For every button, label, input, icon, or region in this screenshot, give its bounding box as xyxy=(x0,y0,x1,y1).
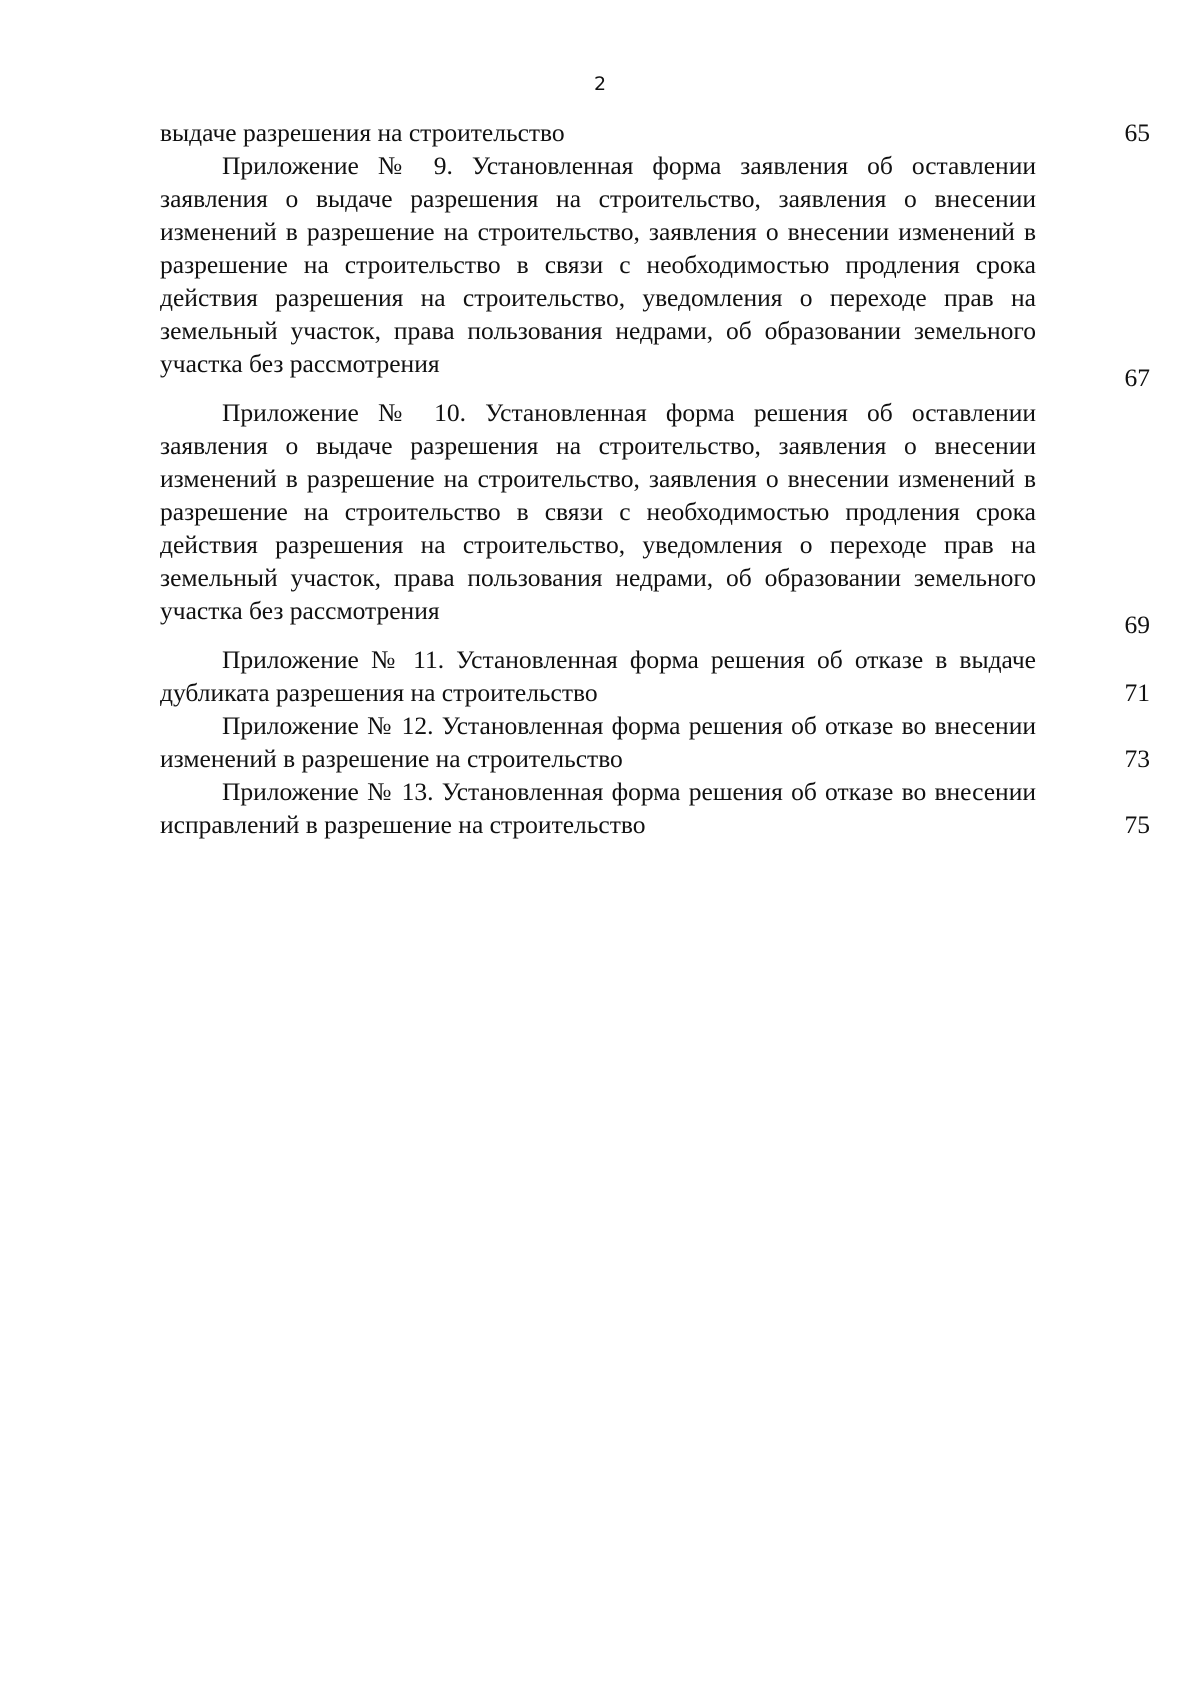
toc-entry-text: Приложение № 12. Установленная форма решения об отказе во внесении изменений в разрешение на строительство xyxy=(160,711,1036,773)
toc-entry-page-number: 69 xyxy=(1124,610,1150,639)
toc-entry-text: выдаче разрешения на строительство xyxy=(160,118,565,147)
toc-entry-page-number: 73 xyxy=(1124,744,1150,773)
toc-entry xyxy=(160,709,1150,775)
toc-entry-text: Приложение № 11. Установленная форма решения об отказе в выдаче дубликата разрешения на строительство xyxy=(160,645,1036,707)
toc-entry-page-number: 67 xyxy=(1124,363,1150,392)
toc-entry-text: Приложение № 13. Установленная форма решения об отказе во внесении исправлений в разрешение на строительство xyxy=(160,777,1036,839)
toc-entry-text: Приложение № 10. Установленная форма решения об оставлении заявления о выдаче разрешения на строительство, заявления о внесении изменений в разрешение на строительство, заявления о внесении изменений в разрешение на строительство в связи с необходимостью продления срока действия разрешения на строительство, уведомления о переходе прав на земельный участок, права пользования недрами, об образовании земельного участка без рассмотрения xyxy=(160,398,1036,625)
toc-entry xyxy=(160,643,1150,709)
toc-entry-page-number: 65 xyxy=(1124,118,1150,147)
toc-entry-text: Приложение № 9. Установленная форма заявления об оставлении заявления о выдаче разрешения на строительство, заявления о внесении изменений в разрешение на строительство, заявления о внесении изменений в разрешение на строительство в связи с необходимостью продления срока действия разрешения на строительство, уведомления о переходе прав на земельный участок, права пользования недрами, об образовании земельного участка без рассмотрения xyxy=(160,151,1036,378)
table-of-contents xyxy=(160,116,1150,841)
toc-entry-page-number: 75 xyxy=(1124,810,1150,839)
page-number: 2 xyxy=(593,73,607,95)
toc-entry xyxy=(160,396,1150,639)
toc-entry xyxy=(160,149,1150,392)
toc-entry xyxy=(160,775,1150,841)
toc-entry-page-number: 71 xyxy=(1124,678,1150,707)
toc-entry xyxy=(160,116,1150,149)
